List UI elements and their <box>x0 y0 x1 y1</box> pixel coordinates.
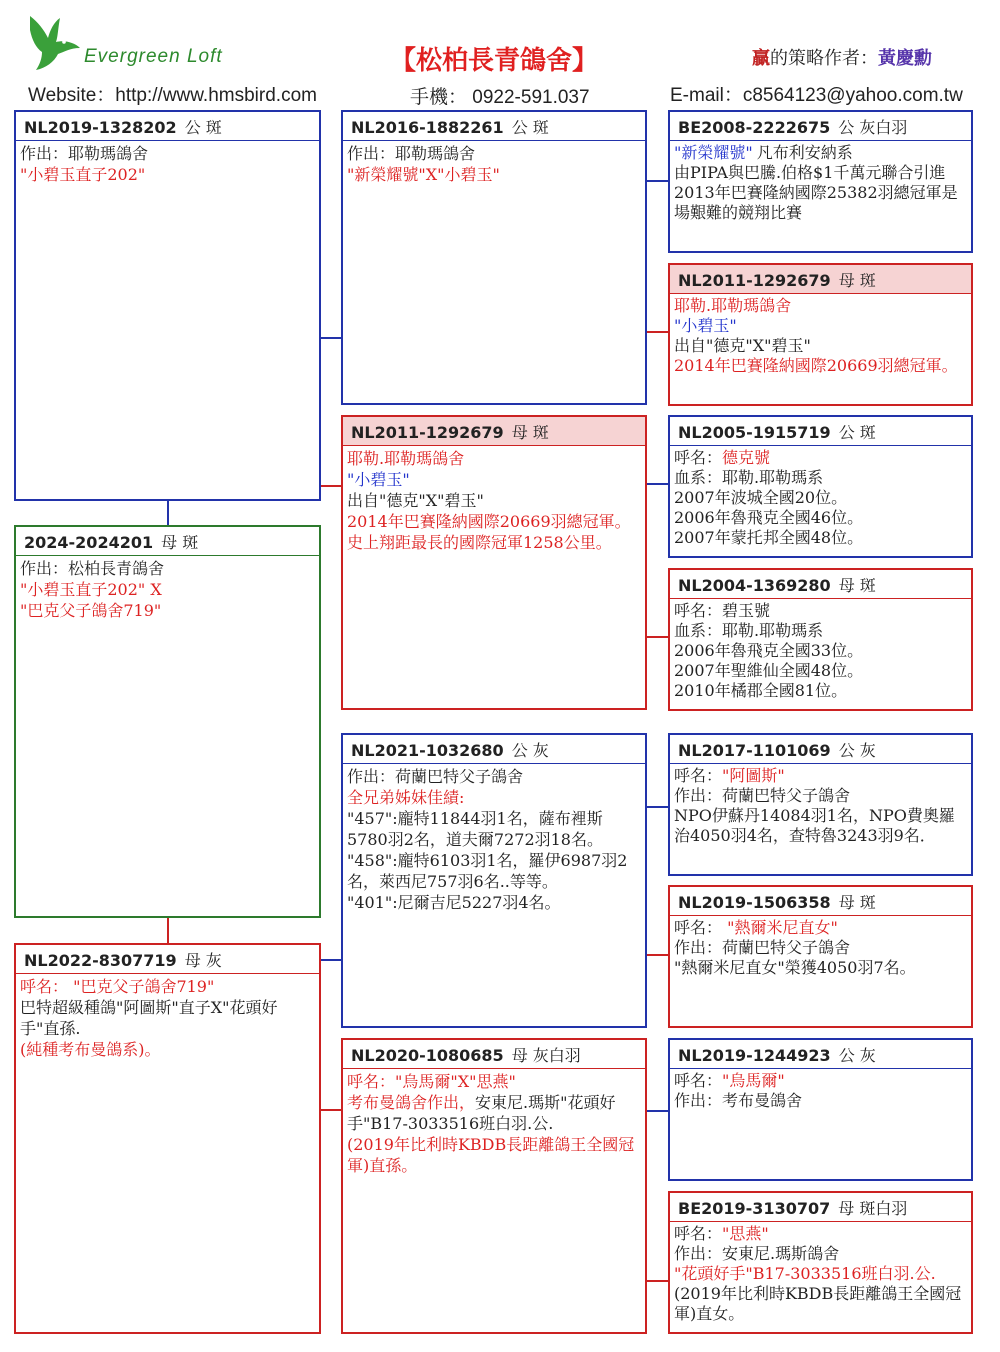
connector-line <box>320 1109 342 1111</box>
connector-line <box>320 337 342 339</box>
connector-line <box>646 636 670 638</box>
ring-header: NL2019-1244923 公 灰 <box>670 1040 971 1069</box>
strategy-prefix: 贏 <box>752 48 770 69</box>
card-body: 呼名：碧玉號 血系：耶勒.耶勒瑪系 2006年魯飛克全國33位。 2007年聖維仙全國48位。 2010年橘郡全國81位。 <box>674 601 864 700</box>
pedigree-card-dss <box>668 733 973 876</box>
pedigree-card-sds <box>668 415 973 558</box>
connector-line <box>167 916 169 944</box>
pedigree-card-sire-sire <box>341 110 647 405</box>
connector-line <box>646 483 670 485</box>
ring-header: NL2021-1032680 公 灰 <box>343 735 645 764</box>
ring-header: NL2011-1292679 母 斑 <box>343 417 645 446</box>
ring-header: NL2019-1328202 公 斑 <box>16 112 319 141</box>
ring-header: 2024-2024201 母 斑 <box>16 527 319 556</box>
pedigree-card-sire <box>14 110 321 501</box>
card-body: 作出：耶勒瑪鴿舍 "新榮耀號"X"小碧玉" <box>347 144 500 184</box>
ring-header: NL2011-1292679 母 斑 <box>670 265 971 294</box>
pedigree-card-dds <box>668 1038 973 1181</box>
ring-header: NL2017-1101069 公 灰 <box>670 735 971 764</box>
ring-header: NL2020-1080685 母 灰白羽 <box>343 1040 645 1069</box>
connector-line <box>646 806 670 808</box>
card-body: 呼名："思燕" 作出：安東尼.瑪斯鴿舍 "花頭好手"B17-3033516班白羽.公. (2019年比利時KBDB長距離鴿王全國冠軍)直女。 <box>674 1224 962 1323</box>
ring-header: BE2008-2222675 公 灰白羽 <box>670 112 971 141</box>
card-body: 呼名："烏馬爾" 作出：考布曼鴿舍 <box>674 1071 803 1110</box>
website-text[interactable]: Website：http://www.hmsbird.com <box>28 85 317 106</box>
card-body: "新榮耀號" 凡布利安納系 由PIPA與巴騰.伯格$1千萬元聯合引進 2013年巴賽隆納國際25382羽總冠軍是場艱難的競翔比賽 <box>674 143 958 222</box>
card-body: 呼名："烏馬爾"X"思燕" 考布曼鴿舍作出，安東尼.瑪斯"花頭好手"B17-3033516班白羽.公. (2019年比利時KBDB長距離鴿王全國冠軍)直孫。 <box>347 1072 635 1175</box>
strategy-label: 的策略作者： <box>770 48 878 69</box>
connector-line <box>167 500 169 526</box>
connector-line <box>646 1280 670 1282</box>
connector-line <box>646 1110 670 1112</box>
loft-name: Evergreen Loft <box>84 46 223 67</box>
card-body: 呼名："阿圖斯" 作出：荷蘭巴特父子鴿舍 NPO伊蘇丹14084羽1名，NPO費奧羅治4050羽4名，查特魯3243羽9名． <box>674 766 955 845</box>
card-body: 作出：荷蘭巴特父子鴿舍 全兄弟姊妹佳績: "457":龐特11844羽1名，薩布裡斯5780羽2名，道夫爾7272羽18名。 "458":龐特6103羽1名，羅伊6987羽2名，萊西尼757羽6名..等等。 "401":尼爾吉尼5227羽4名。 <box>347 767 628 912</box>
card-body: 耶勒.耶勒瑪鴿舍 "小碧玉" 出自"德克"X"碧玉" 2014年巴賽隆納國際20669羽總冠軍。 史上翔距最長的國際冠軍1258公里。 <box>347 449 631 552</box>
card-body: 呼名： "巴克父子鴿舍719" 巴特超級種鴿"阿圖斯"直子X"花頭好手"直孫. (純種考布曼鴿系)。 <box>20 977 278 1059</box>
phone-text: 手機： 0922-591.037 <box>410 87 590 108</box>
ring-header: BE2019-3130707 母 斑白羽 <box>670 1193 971 1222</box>
ring-header: NL2005-1915719 公 斑 <box>670 417 971 446</box>
pedigree-card-sss <box>668 110 973 253</box>
card-body: 耶勒.耶勒瑪鴿舍 "小碧玉" 出自"德克"X"碧玉" 2014年巴賽隆納國際20669羽總冠軍。 <box>674 296 958 375</box>
ring-header: NL2019-1506358 母 斑 <box>670 887 971 916</box>
connector-line <box>320 959 342 961</box>
pedigree-card-dam-dam <box>341 1038 647 1334</box>
pedigree-card-subject <box>14 525 321 918</box>
connector-line <box>646 331 670 333</box>
card-body: 呼名：德克號 血系：耶勒.耶勒瑪系 2007年波城全國20位。 2006年魯飛克全國46位。 2007年蒙托邦全國48位。 <box>674 448 864 547</box>
connector-line <box>646 954 670 956</box>
pedigree-card-ssd <box>668 263 973 406</box>
card-body: 作出：松柏長青鴿舍 "小碧玉直子202" X "巴克父子鴿舍719" <box>20 559 165 620</box>
dove-logo-icon <box>24 12 84 72</box>
pedigree-card-dsd <box>668 885 973 1028</box>
card-body: 呼名： "熱爾米尼直女" 作出：荷蘭巴特父子鴿舍 "熱爾米尼直女"榮獲4050羽7名。 <box>674 918 916 977</box>
connector-line <box>646 180 670 182</box>
pedigree-card-sdd <box>668 568 973 711</box>
pedigree-card-sire-dam <box>341 415 647 710</box>
connector-line <box>320 485 342 487</box>
ring-header: NL2016-1882261 公 斑 <box>343 112 645 141</box>
ring-header: NL2004-1369280 母 斑 <box>670 570 971 599</box>
email-text[interactable]: E-mail：c8564123@yahoo.com.tw <box>670 85 963 106</box>
strategy-author: 黃慶勳 <box>878 48 932 69</box>
strategy-author-line <box>752 44 932 70</box>
pedigree-card-dam <box>14 943 321 1334</box>
ring-header: NL2022-8307719 母 灰 <box>16 945 319 974</box>
card-body: 作出：耶勒瑪鴿舍 "小碧玉直子202" <box>20 144 149 184</box>
pedigree-card-ddd <box>668 1191 973 1334</box>
pedigree-card-dam-sire <box>341 733 647 1028</box>
page-title: 【松柏長青鴿舍】 <box>390 46 599 76</box>
